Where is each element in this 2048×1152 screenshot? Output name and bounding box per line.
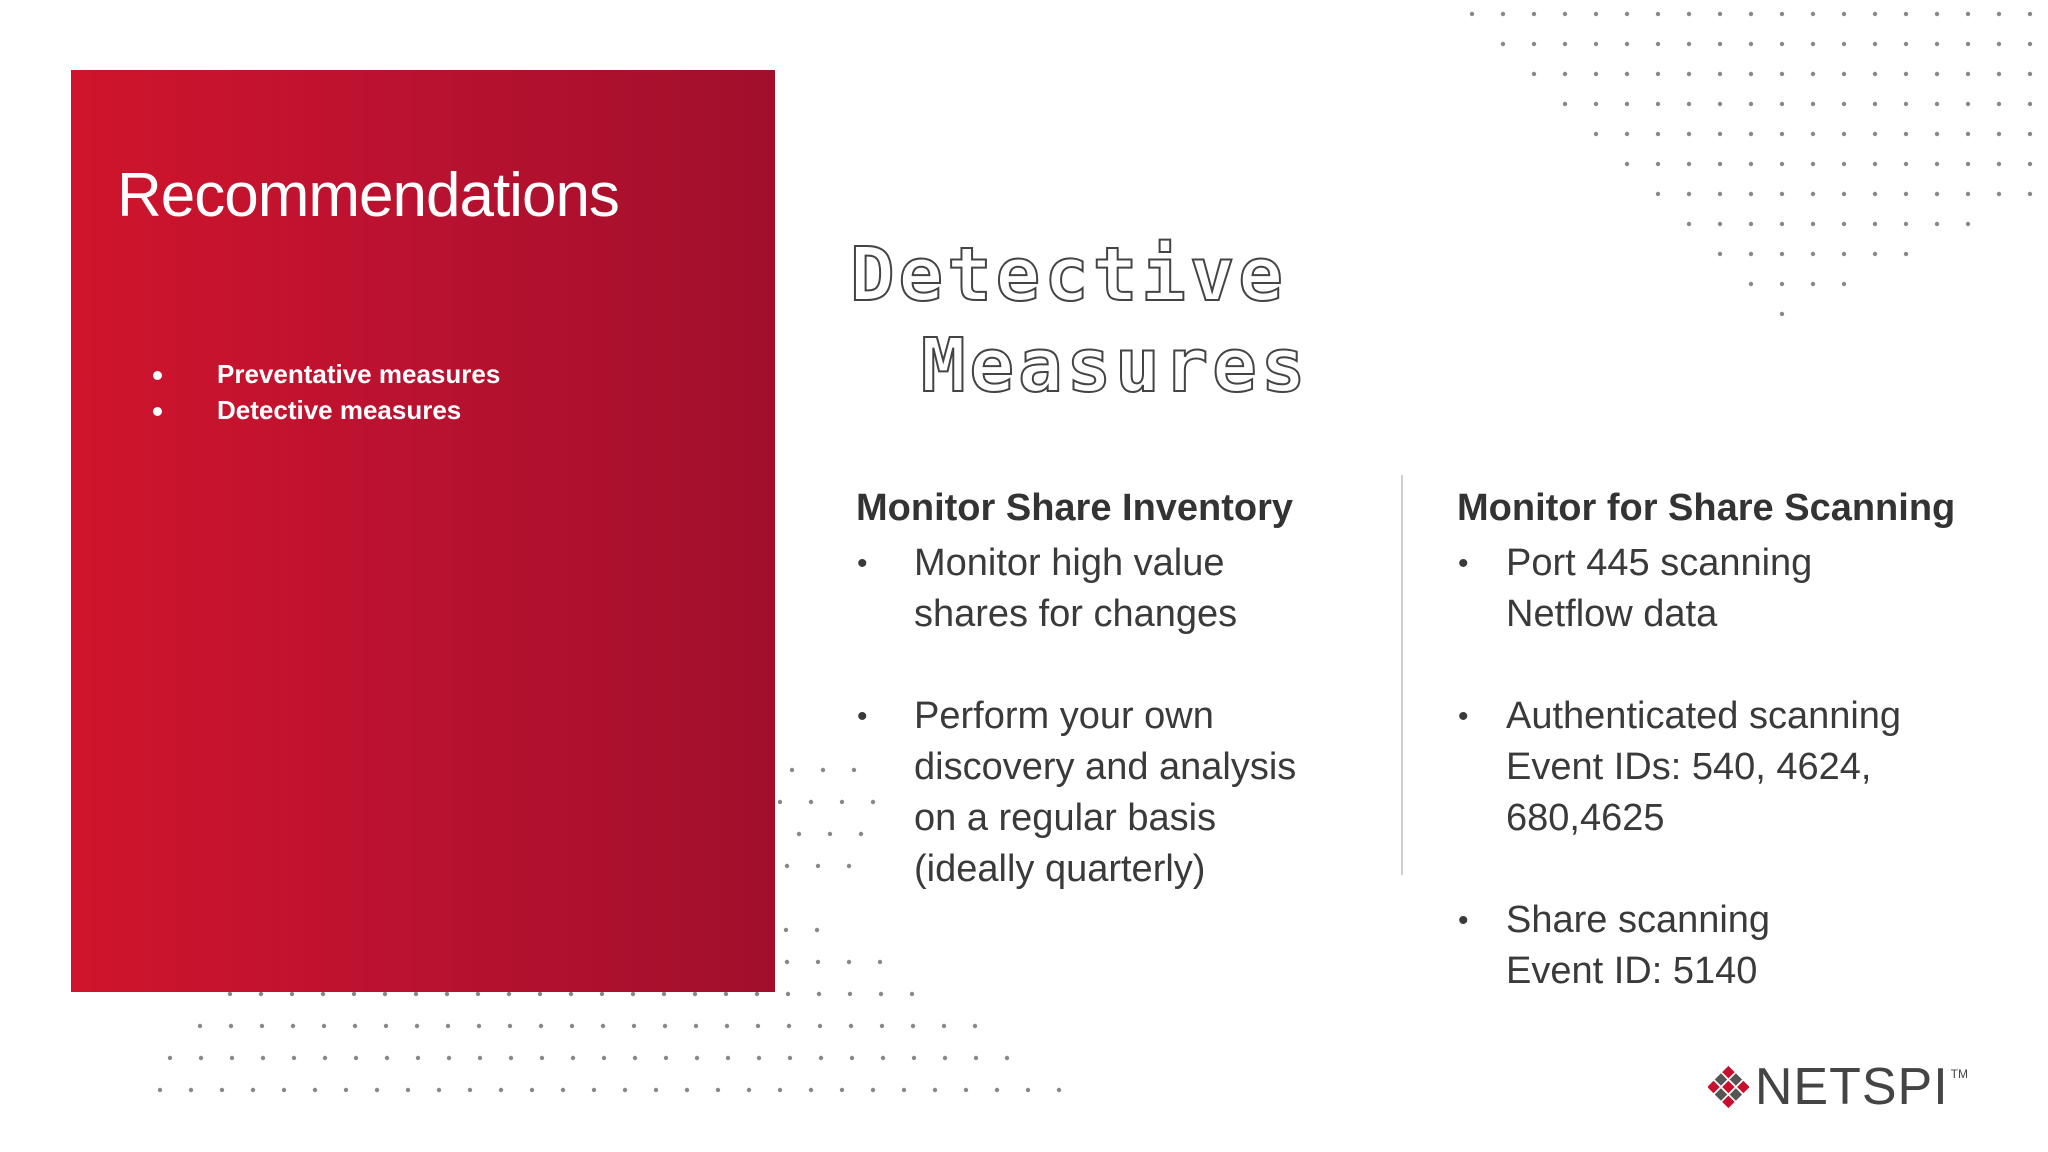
pattern-dot [1873, 192, 1877, 196]
pattern-dot [1780, 222, 1784, 226]
pattern-dot [1935, 132, 1939, 136]
pattern-dot [1780, 42, 1784, 46]
pattern-dot [879, 992, 883, 996]
item-line: 680,4625 [1506, 797, 1665, 839]
item-line: Port 445 scanning [1506, 542, 1813, 584]
pattern-dot [1997, 72, 2001, 76]
pattern-dot [416, 1056, 420, 1060]
pattern-dot [787, 1024, 791, 1028]
pattern-dot [508, 1024, 512, 1028]
pattern-dot [1718, 102, 1722, 106]
pattern-dot [973, 1024, 977, 1028]
pattern-dot [1687, 42, 1691, 46]
pattern-dot [322, 1024, 326, 1028]
pattern-dot [1780, 312, 1784, 316]
pattern-dot [871, 1088, 875, 1092]
pattern-dot [1057, 1088, 1061, 1092]
pattern-dot [570, 1024, 574, 1028]
list-item [1457, 895, 2037, 997]
pattern-dot [540, 1056, 544, 1060]
pattern-dot [1904, 162, 1908, 166]
pattern-dot [726, 1056, 730, 1060]
pattern-dot [1842, 252, 1846, 256]
pattern-dot [1780, 252, 1784, 256]
pattern-dot [850, 1056, 854, 1060]
pattern-dot [509, 1056, 513, 1060]
pattern-dot [1718, 192, 1722, 196]
pattern-dot [530, 1088, 534, 1092]
pattern-dot [1935, 72, 1939, 76]
pattern-dot [878, 960, 882, 964]
pattern-dot [561, 1088, 565, 1092]
pattern-dot [602, 1056, 606, 1060]
item-line: discovery and analysis [914, 746, 1297, 788]
pattern-dot [1842, 192, 1846, 196]
pattern-dot [819, 1056, 823, 1060]
pattern-dot [1842, 102, 1846, 106]
pattern-dot [1935, 102, 1939, 106]
pattern-dot [797, 832, 801, 836]
pattern-dot [383, 992, 387, 996]
pattern-dot [778, 1088, 782, 1092]
pattern-dot [1873, 102, 1877, 106]
pattern-dot [1687, 72, 1691, 76]
pattern-dot [2028, 42, 2032, 46]
pattern-dot [881, 1056, 885, 1060]
pattern-dot [1749, 252, 1753, 256]
pattern-dot [1966, 222, 1970, 226]
pattern-dot [1718, 222, 1722, 226]
pattern-dot [1687, 12, 1691, 16]
pattern-dot [880, 1024, 884, 1028]
pattern-dot [816, 960, 820, 964]
pattern-dot [571, 1056, 575, 1060]
pattern-dot [2028, 132, 2032, 136]
pattern-dot [1842, 42, 1846, 46]
pattern-dot [1873, 72, 1877, 76]
pattern-dot [414, 992, 418, 996]
logo-trademark: TM [1950, 1067, 1968, 1081]
item-line: (ideally quarterly) [914, 848, 1206, 890]
right-column [1457, 480, 2037, 1048]
pattern-dot [974, 1056, 978, 1060]
pattern-dot [1873, 162, 1877, 166]
pattern-dot [778, 800, 782, 804]
pattern-dot [1780, 192, 1784, 196]
netspi-logo-icon [1708, 1057, 1749, 1117]
pattern-dot [790, 768, 794, 772]
pattern-dot [499, 1088, 503, 1092]
pattern-dot [1842, 282, 1846, 286]
pattern-dot [716, 1088, 720, 1092]
pattern-dot [1904, 252, 1908, 256]
pattern-dot [1904, 42, 1908, 46]
pattern-dot [1811, 222, 1815, 226]
pattern-dot [902, 1088, 906, 1092]
pattern-dot [1656, 12, 1660, 16]
pattern-dot [1780, 162, 1784, 166]
pattern-dot [848, 992, 852, 996]
panel-list [151, 356, 500, 428]
pattern-dot [1811, 162, 1815, 166]
pattern-dot [2028, 102, 2032, 106]
pattern-dot [786, 992, 790, 996]
pattern-dot [1904, 102, 1908, 106]
pattern-dot [1749, 282, 1753, 286]
pattern-dot [1997, 192, 2001, 196]
column-divider [1401, 475, 1403, 875]
pattern-dot [539, 1024, 543, 1028]
pattern-dot [220, 1088, 224, 1092]
pattern-dot [199, 1056, 203, 1060]
item-line: Share scanning [1506, 899, 1771, 941]
pattern-dot [1935, 12, 1939, 16]
pattern-dot [1811, 12, 1815, 16]
pattern-dot [1749, 192, 1753, 196]
pattern-dot [1811, 132, 1815, 136]
pattern-dot [654, 1088, 658, 1092]
panel-item-detective: Detective measures [151, 392, 500, 428]
pattern-dot [189, 1088, 193, 1092]
pattern-dot [1501, 12, 1505, 16]
pattern-dot [757, 1056, 761, 1060]
logo-text: NETSPI [1754, 1058, 1949, 1116]
pattern-dot [849, 1024, 853, 1028]
pattern-dot [695, 1056, 699, 1060]
pattern-dot [228, 992, 232, 996]
panel-title: Recommendations [117, 161, 619, 230]
pattern-dot [538, 992, 542, 996]
heading-detective: Detective [850, 232, 1287, 318]
item-line: shares for changes [914, 593, 1238, 635]
pattern-dot [478, 1056, 482, 1060]
pattern-dot [942, 1024, 946, 1028]
pattern-dot [1563, 102, 1567, 106]
pattern-dot [1997, 42, 2001, 46]
pattern-dot [1749, 162, 1753, 166]
pattern-dot [693, 992, 697, 996]
pattern-dot [344, 1088, 348, 1092]
pattern-dot [1594, 12, 1598, 16]
pattern-dot [847, 960, 851, 964]
pattern-dot [1470, 12, 1474, 16]
item-line: Monitor high value [914, 542, 1225, 584]
pattern-dot [788, 1056, 792, 1060]
pattern-dot [1780, 282, 1784, 286]
pattern-dot [446, 1024, 450, 1028]
pattern-dot [1594, 102, 1598, 106]
pattern-dot [1997, 102, 2001, 106]
pattern-dot [847, 864, 851, 868]
pattern-dot [601, 1024, 605, 1028]
pattern-dot [1997, 162, 2001, 166]
bullet-icon: • [857, 547, 868, 580]
pattern-dot [747, 1088, 751, 1092]
pattern-dot [260, 1024, 264, 1028]
pattern-dot [1811, 192, 1815, 196]
pattern-dot [816, 864, 820, 868]
pattern-dot [1935, 192, 1939, 196]
pattern-dot [2028, 162, 2032, 166]
pattern-dot [353, 1024, 357, 1028]
pattern-dot [354, 1056, 358, 1060]
pattern-dot [445, 992, 449, 996]
pattern-dot [1625, 42, 1629, 46]
pattern-dot [476, 992, 480, 996]
pattern-dot [251, 1088, 255, 1092]
pattern-dot [943, 1056, 947, 1060]
pattern-dot [840, 800, 844, 804]
pattern-dot [313, 1088, 317, 1092]
pattern-dot [384, 1024, 388, 1028]
pattern-dot [663, 1024, 667, 1028]
item-line: Event ID: 5140 [1506, 950, 1758, 992]
pattern-dot [1842, 222, 1846, 226]
pattern-dot [406, 1088, 410, 1092]
pattern-dot [1594, 72, 1598, 76]
pattern-dot [1811, 252, 1815, 256]
pattern-dot [725, 1024, 729, 1028]
pattern-dot [818, 1024, 822, 1028]
list-item [1457, 538, 2037, 640]
pattern-dot [323, 1056, 327, 1060]
pattern-dot [685, 1088, 689, 1092]
pattern-dot [229, 1024, 233, 1028]
pattern-dot [1687, 192, 1691, 196]
pattern-dot [1594, 132, 1598, 136]
pattern-dot [1563, 12, 1567, 16]
pattern-dot [1594, 42, 1598, 46]
pattern-dot [415, 1024, 419, 1028]
pattern-dot [1811, 42, 1815, 46]
pattern-dot [1811, 72, 1815, 76]
pattern-dot [1935, 162, 1939, 166]
pattern-dot [809, 1088, 813, 1092]
pattern-dot [785, 960, 789, 964]
pattern-dot [282, 1088, 286, 1092]
pattern-dot [1625, 12, 1629, 16]
pattern-dot [477, 1024, 481, 1028]
pattern-dot [168, 1056, 172, 1060]
pattern-dot [2028, 72, 2032, 76]
pattern-dot [1842, 132, 1846, 136]
item-line: on a regular basis [914, 797, 1217, 839]
pattern-dot [1780, 12, 1784, 16]
pattern-dot [633, 1056, 637, 1060]
pattern-dot [1625, 132, 1629, 136]
pattern-dot [1656, 192, 1660, 196]
pattern-dot [1625, 72, 1629, 76]
pattern-dot [1780, 132, 1784, 136]
pattern-dot [290, 992, 294, 996]
pattern-dot [815, 928, 819, 932]
pattern-dot [1687, 222, 1691, 226]
pattern-dot [756, 1024, 760, 1028]
pattern-dot [385, 1056, 389, 1060]
pattern-dot [1718, 132, 1722, 136]
pattern-dot [1563, 42, 1567, 46]
pattern-dot [1966, 42, 1970, 46]
pattern-dot [1873, 132, 1877, 136]
pattern-dot [592, 1088, 596, 1092]
pattern-dot [158, 1088, 162, 1092]
pattern-dot [600, 992, 604, 996]
pattern-dot [1718, 252, 1722, 256]
pattern-dot [1718, 42, 1722, 46]
pattern-dot [447, 1056, 451, 1060]
pattern-dot [1563, 72, 1567, 76]
pattern-dot [1656, 102, 1660, 106]
netspi-logo [1708, 1055, 1968, 1119]
pattern-dot [291, 1024, 295, 1028]
pattern-dot [321, 992, 325, 996]
pattern-dot [1718, 72, 1722, 76]
pattern-dot [198, 1024, 202, 1028]
pattern-dot [1625, 162, 1629, 166]
bullet-icon: • [1458, 547, 1469, 580]
pattern-dot [437, 1088, 441, 1092]
pattern-dot [1904, 72, 1908, 76]
pattern-dot [1749, 42, 1753, 46]
pattern-dot [1842, 72, 1846, 76]
pattern-dot [1749, 222, 1753, 226]
pattern-dot [1997, 132, 2001, 136]
pattern-dot [1997, 12, 2001, 16]
pattern-dot [1501, 42, 1505, 46]
pattern-dot [468, 1088, 472, 1092]
pattern-dot [1532, 12, 1536, 16]
pattern-dot [664, 1056, 668, 1060]
pattern-dot [1780, 72, 1784, 76]
item-line: Netflow data [1506, 593, 1718, 635]
pattern-dot [1687, 162, 1691, 166]
pattern-dot [911, 1024, 915, 1028]
pattern-dot [1687, 102, 1691, 106]
pattern-dot [828, 832, 832, 836]
pattern-dot [964, 1088, 968, 1092]
pattern-dot [1966, 12, 1970, 16]
pattern-dot [724, 992, 728, 996]
pattern-dot [623, 1088, 627, 1092]
pattern-dot [1966, 192, 1970, 196]
item-line: Perform your own [914, 695, 1214, 737]
pattern-dot [1966, 162, 1970, 166]
right-column-title: Monitor for Share Scanning [1457, 487, 1956, 529]
pattern-dot [1935, 42, 1939, 46]
pattern-dot [1749, 102, 1753, 106]
pattern-dot [912, 1056, 916, 1060]
pattern-dot [1904, 192, 1908, 196]
pattern-dot [1873, 252, 1877, 256]
list-item [856, 691, 1376, 895]
pattern-dot [230, 1056, 234, 1060]
pattern-dot [569, 992, 573, 996]
pattern-dot [2028, 12, 2032, 16]
item-line: Authenticated scanning [1506, 695, 1902, 737]
pattern-dot [1873, 222, 1877, 226]
pattern-dot [1966, 132, 1970, 136]
pattern-dot [1749, 132, 1753, 136]
pattern-dot [259, 992, 263, 996]
recommendations-panel [71, 70, 775, 992]
pattern-dot [840, 1088, 844, 1092]
pattern-dot [2028, 192, 2032, 196]
pattern-dot [821, 768, 825, 772]
pattern-dot [1656, 132, 1660, 136]
pattern-dot [933, 1088, 937, 1092]
pattern-dot [261, 1056, 265, 1060]
pattern-dot [1780, 102, 1784, 106]
bullet-icon: • [1458, 904, 1469, 937]
pattern-dot [1749, 72, 1753, 76]
pattern-dot [1966, 102, 1970, 106]
pattern-dot [1842, 162, 1846, 166]
panel-item-preventative: Preventative measures [151, 356, 500, 392]
pattern-dot [507, 992, 511, 996]
pattern-dot [1718, 12, 1722, 16]
pattern-dot [1026, 1088, 1030, 1092]
pattern-dot [1966, 72, 1970, 76]
pattern-dot [662, 992, 666, 996]
pattern-dot [1656, 162, 1660, 166]
pattern-dot [784, 928, 788, 932]
item-line: Event IDs: 540, 4624, [1506, 746, 1872, 788]
pattern-dot [1873, 42, 1877, 46]
pattern-dot [1687, 132, 1691, 136]
pattern-dot [1873, 12, 1877, 16]
list-item [1457, 691, 2037, 844]
pattern-dot [995, 1088, 999, 1092]
pattern-dot [755, 992, 759, 996]
pattern-dot [1811, 102, 1815, 106]
list-item [856, 538, 1376, 640]
heading-measures: Measures [921, 323, 1310, 409]
left-column-title: Monitor Share Inventory [856, 487, 1294, 529]
pattern-dot [809, 800, 813, 804]
pattern-dot [817, 992, 821, 996]
pattern-dot [292, 1056, 296, 1060]
pattern-dot [1842, 12, 1846, 16]
pattern-dot [631, 992, 635, 996]
pattern-dot [1749, 12, 1753, 16]
pattern-dot [1904, 12, 1908, 16]
pattern-dot [1904, 132, 1908, 136]
bullet-icon: • [857, 700, 868, 733]
pattern-dot [352, 992, 356, 996]
left-column [856, 480, 1376, 946]
pattern-dot [1904, 222, 1908, 226]
pattern-dot [1532, 42, 1536, 46]
pattern-dot [1625, 102, 1629, 106]
pattern-dot [1656, 72, 1660, 76]
pattern-dot [1718, 162, 1722, 166]
pattern-dot [785, 864, 789, 868]
pattern-dot [694, 1024, 698, 1028]
pattern-dot [910, 992, 914, 996]
pattern-dot [632, 1024, 636, 1028]
pattern-dot [1935, 222, 1939, 226]
pattern-dot [375, 1088, 379, 1092]
pattern-dot [1005, 1056, 1009, 1060]
pattern-dot [1532, 72, 1536, 76]
pattern-dot [1811, 282, 1815, 286]
pattern-dot [1656, 42, 1660, 46]
bullet-icon: • [1458, 700, 1469, 733]
